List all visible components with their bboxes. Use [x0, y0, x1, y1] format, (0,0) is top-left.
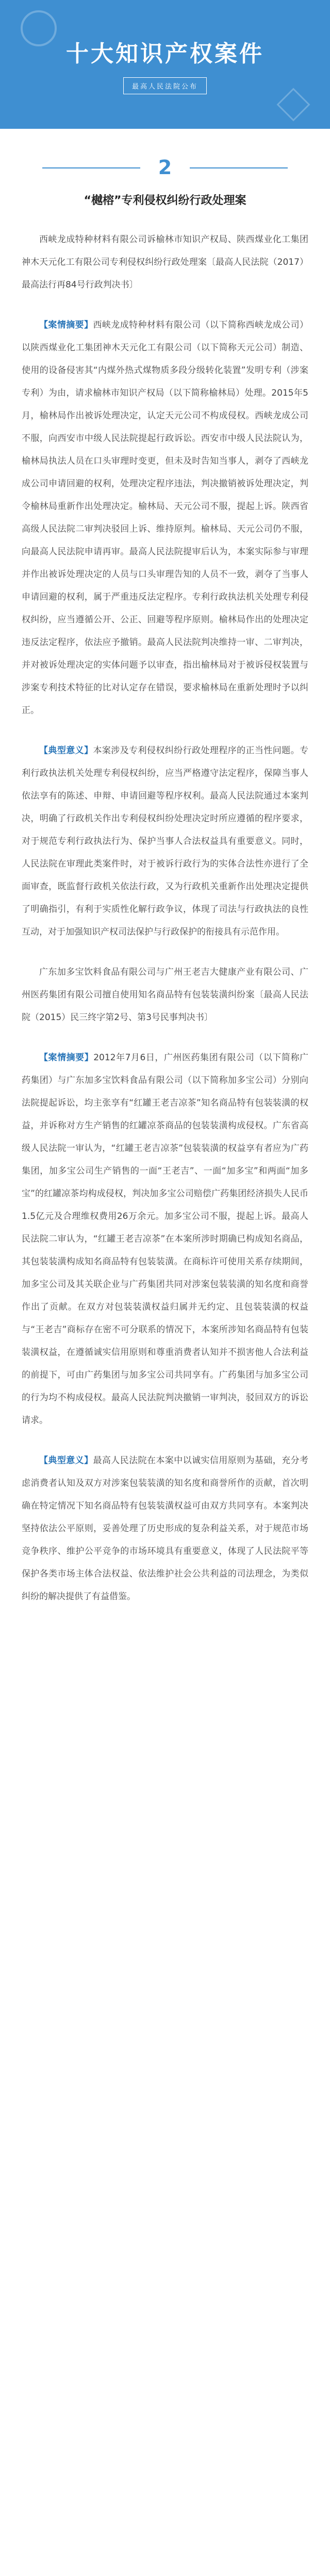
- paragraph-tag: 【案情摘要】: [39, 320, 93, 330]
- case-title: “樾榕”专利侵权纠纷行政处理案: [84, 194, 246, 207]
- case-paragraph: [22, 228, 308, 296]
- paragraph-text: 西峡龙成特种材料有限公司（以下简称西峡龙成公司）以陕西煤业化工集团神木天元化工有限公司（以下简称天元公司）制造、使用的设备侵害其“内煤外热式煤物质多段分级转化装置”发明专利（涉案专利）为由，请求榆林市知识产权局（以下简称榆林局）处理。2015年5月，榆林局作出被诉处理决定，认定天元公司不构成侵权。西峡龙成公司不服，向西安市中级人民法院提起行政诉讼。西安市中级人民法院认为，榆林局执法人员在口头审理时变更，但未及时告知当事人，剥夺了西峡龙成公司申请回避的权利，处理决定程序违法，判决撤销被诉处理决定，判令榆林局重新作出处理决定。榆林局、天元公司不服，提起上诉。陕西省高级人民法院二审判决驳回上诉、维持原判。榆林局、天元公司仍不服，向最高人民法院申请再审。最高人民法院提审后认为，本案实际参与审理并作出被诉处理决定的人员与口头审理告知的人员不一致，剥夺了当事人申请回避的权利，属于严重违反法定程序。专利行政执法机关处理专利侵权纠纷，应当遵循公开、公正、回避等程序原则。榆林局作出的处理决定违反法定程序，依法应予撤销。最高人民法院判决维持一审、二审判决，并对被诉处理决定的实体问题予以审查，指出榆林局对于被诉侵权装置与涉案专利技术特征的比对认定存在错误，要求榆林局在重新处理时予以纠正。: [22, 320, 309, 716]
- case-paragraph: [22, 739, 308, 943]
- case-paragraph: [22, 1046, 308, 1432]
- banner-decoration: [21, 10, 57, 46]
- paragraph-text: 2012年7月6日，广州医药集团有限公司（以下简称广药集团）与广东加多宝饮料食品有限公司（以下简称加多宝公司）分别向法院提起诉讼，均主张享有“红罐王老吉凉茶”知名商品特有包装装潢的权益，并诉称对方生产销售的红罐凉茶商品的包装装潢构成侵权。广东省高级人民法院一审认为，“红罐王老吉凉茶”包装装潢的权益享有者应为广药集团，加多宝公司生产销售的一面“王老吉”、一面“加多宝”和两面“加多宝”的红罐凉茶均构成侵权，判决加多宝公司赔偿广药集团经济损失人民币1.5亿元及合理维权费用26万余元。加多宝公司不服，提起上诉。最高人民法院二审认为，“红罐王老吉凉茶”在本案所涉时期确已构成知名商品，其包装装潢构成知名商品特有包装装潢。在商标许可使用关系存续期间，加多宝公司及其关联企业与广药集团共同对涉案包装装潢的知名度和商誉作出了贡献。在双方对包装装潢权益归属并无约定、且包装装潢的权益与“王老吉”商标存在密不可分联系的情况下，本案所涉知名商品特有包装装潢权益，在遵循诚实信用原则和尊重消费者认知并不损害他人合法利益的前提下，可由广药集团与加多宝公司共同享有。广药集团与加多宝公司的行为均不构成侵权。最高人民法院判决撤销一审判决，驳回双方的诉讼请求。: [22, 1053, 308, 1426]
- paragraph-text: 西峡龙成特种材料有限公司诉榆林市知识产权局、陕西煤业化工集团神木天元化工有限公司专利侵权纠纷行政处理案〔最高人民法院（2017）最高法行再84号行政判决书〕: [22, 234, 308, 290]
- header-banner: [0, 0, 330, 129]
- divider-line: [190, 167, 288, 168]
- paragraph-tag: 【典型意义】: [39, 1455, 93, 1466]
- case-paragraph: [22, 314, 308, 722]
- divider-line: [42, 167, 140, 168]
- case-number-divider: [22, 154, 308, 181]
- article-content: [0, 129, 330, 1608]
- paragraph-tag: 【案情摘要】: [39, 1053, 94, 1063]
- case-paragraph: [22, 1449, 308, 1608]
- banner-decoration: [276, 88, 310, 121]
- paragraph-text: 本案涉及专利侵权纠纷行政处理程序的正当性问题。专利行政执法机关处理专利侵权纠纷，应当严格遵守法定程序，保障当事人依法享有的陈述、申辩、申请回避等程序权利。最高人民法院通过本案判决，明确了行政机关作出专利侵权纠纷处理决定时所应遵循的程序要求，对于规范专利行政执法行为、保护当事人合法权益具有重要意义。同时，人民法院在审理此类案件时，对于被诉行政行为的实体合法性亦进行了全面审查，既监督行政机关依法行政，又为行政机关重新作出处理决定提供了明确指引，有利于实质性化解行政争议，体现了司法与行政执法的良性互动，对于加强知识产权司法保护与行政保护的衔接具有示范作用。: [22, 745, 309, 937]
- case-number: 2: [158, 156, 172, 179]
- paragraph-text: 广东加多宝饮料食品有限公司与广州王老吉大健康产业有限公司、广州医药集团有限公司擅自使用知名商品特有包装装潢纠纷案〔最高人民法院（2015）民三终字第2号、第3号民事判决书〕: [22, 967, 308, 1023]
- banner-title: 十大知识产权案件: [66, 40, 264, 67]
- case-paragraph: [22, 961, 308, 1029]
- paragraph-tag: 【典型意义】: [39, 745, 93, 756]
- paragraph-text: 最高人民法院在本案中以诚实信用原则为基础，充分考虑消费者认知及双方对涉案包装装潢的知名度和商誉所作的贡献，首次明确在特定情况下知名商品特有包装装潢权益可由双方共同享有。本案判决坚持依法公平原则，妥善处理了历史形成的复杂利益关系，对于规范市场竞争秩序、维护公平竞争的市场环境具有重要意义，体现了人民法院平等保护各类市场主体合法权益、依法维护社会公共利益的司法理念，为类似纠纷的解决提供了有益借鉴。: [22, 1455, 309, 1602]
- banner-subtitle: 最高人民法院公布: [123, 77, 207, 94]
